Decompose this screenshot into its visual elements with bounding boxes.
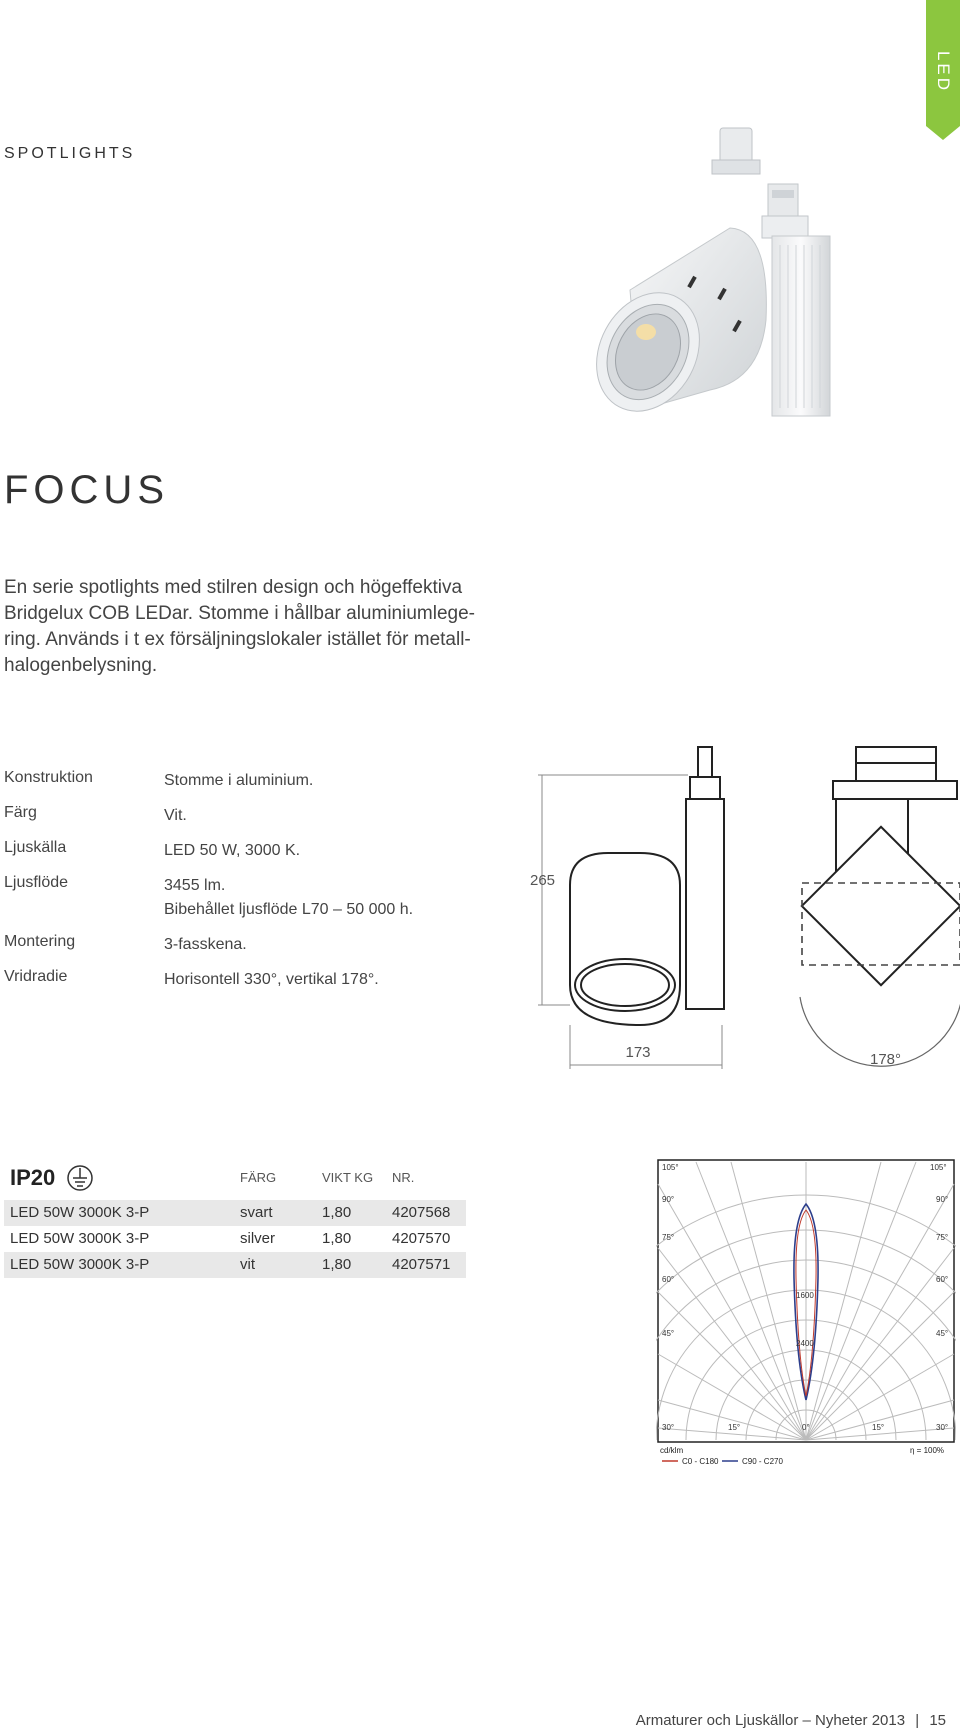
description-line: ring. Används i t ex försäljningslokaler istället för metall-: [4, 629, 471, 650]
product-number: 4207570: [392, 1230, 451, 1247]
product-description: [4, 575, 474, 679]
angle-label: 30°: [936, 1423, 949, 1432]
angle-label: 45°: [936, 1329, 949, 1338]
table-row: [4, 1226, 466, 1252]
description-line: halogenbelysning.: [4, 655, 158, 676]
unit-label: cd/klm: [660, 1446, 684, 1455]
angle-label: 15°: [872, 1423, 885, 1432]
spec-value: [164, 874, 413, 922]
spec-value: [164, 769, 313, 793]
column-header-color: FÄRG: [240, 1170, 277, 1185]
spec-key: Vridradie: [4, 968, 68, 985]
angle-label: 60°: [662, 1275, 675, 1284]
angle-label: 90°: [936, 1195, 949, 1204]
spec-value: [164, 933, 247, 957]
spec-value: [164, 804, 187, 828]
angle-label: 75°: [662, 1233, 675, 1242]
page-number: 15: [929, 1712, 946, 1729]
section-label: SPOTLIGHTS: [4, 145, 136, 162]
page-footer: [636, 1712, 946, 1729]
dimension-height-label: 265: [530, 872, 556, 889]
light-distribution-diagram: [656, 1158, 956, 1468]
spec-key: Ljusflöde: [4, 874, 69, 891]
table-row: [4, 1252, 466, 1278]
spec-value-line: Horisontell 330°, vertikal 178°.: [164, 971, 379, 988]
column-header-weight: VIKT KG: [322, 1170, 374, 1185]
spec-value-line: Bibehållet ljusflöde L70 – 50 000 h.: [164, 901, 414, 918]
ip-rating: IP20: [10, 1165, 56, 1190]
table-row: [4, 1200, 466, 1226]
product-photo: [590, 120, 870, 440]
spec-value: [164, 968, 379, 992]
product-name: LED 50W 3000K 3-P: [10, 1230, 150, 1247]
spec-key: Ljuskälla: [4, 839, 67, 856]
spec-value-line: Vit.: [164, 807, 187, 824]
product-weight: 1,80: [322, 1204, 352, 1221]
angle-label: 105°: [662, 1163, 679, 1172]
angle-label: 0°: [802, 1423, 810, 1432]
spec-value-line: 3-fasskena.: [164, 936, 247, 953]
ring-label: 1600: [796, 1291, 814, 1300]
legend-label-c90: C90 - C270: [742, 1457, 783, 1466]
description-line: Bridgelux COB LEDar. Stomme i hållbar aluminiumlege-: [4, 603, 475, 624]
angle-label: 45°: [662, 1329, 675, 1338]
spec-key: Konstruktion: [4, 769, 93, 786]
column-header-number: NR.: [392, 1170, 415, 1185]
angle-label: 60°: [936, 1275, 949, 1284]
footer-text: Armaturer och Ljuskällor – Nyheter 2013: [635, 1712, 906, 1729]
ground-symbol-icon: [66, 1164, 94, 1192]
angle-label: 30°: [662, 1423, 675, 1432]
spec-key: Montering: [4, 933, 76, 950]
legend-label-c0: C0 - C180: [682, 1457, 719, 1466]
product-number: 4207571: [392, 1256, 451, 1273]
description-line: En serie spotlights med stilren design och högeffektiva: [4, 577, 463, 598]
ring-label: 2400: [796, 1339, 814, 1348]
spec-value-line: 3455 lm.: [164, 877, 226, 894]
product-weight: 1,80: [322, 1256, 352, 1273]
product-weight: 1,80: [322, 1230, 352, 1247]
product-title: FOCUS: [4, 468, 169, 512]
category-tab-label: LED: [934, 50, 953, 94]
angle-label: 90°: [662, 1195, 675, 1204]
product-color: svart: [240, 1204, 273, 1221]
spec-key: Färg: [4, 804, 37, 821]
product-color: silver: [240, 1230, 276, 1247]
dimension-drawing: [530, 735, 960, 1075]
product-name: LED 50W 3000K 3-P: [10, 1204, 150, 1221]
product-color: vit: [240, 1256, 255, 1273]
spec-value-line: Stomme i aluminium.: [164, 772, 314, 789]
angle-label: 75°: [936, 1233, 949, 1242]
rotation-angle-label: 178°: [870, 1051, 902, 1068]
product-number: 4207568: [392, 1204, 451, 1221]
angle-label: 15°: [728, 1423, 741, 1432]
efficiency-label: η = 100%: [910, 1446, 945, 1455]
spec-value: [164, 839, 300, 863]
footer-separator: |: [915, 1712, 920, 1729]
spec-value-line: LED 50 W, 3000 K.: [164, 842, 301, 859]
dimension-width-label: 173: [625, 1044, 651, 1061]
product-name: LED 50W 3000K 3-P: [10, 1256, 150, 1273]
angle-label: 105°: [930, 1163, 947, 1172]
